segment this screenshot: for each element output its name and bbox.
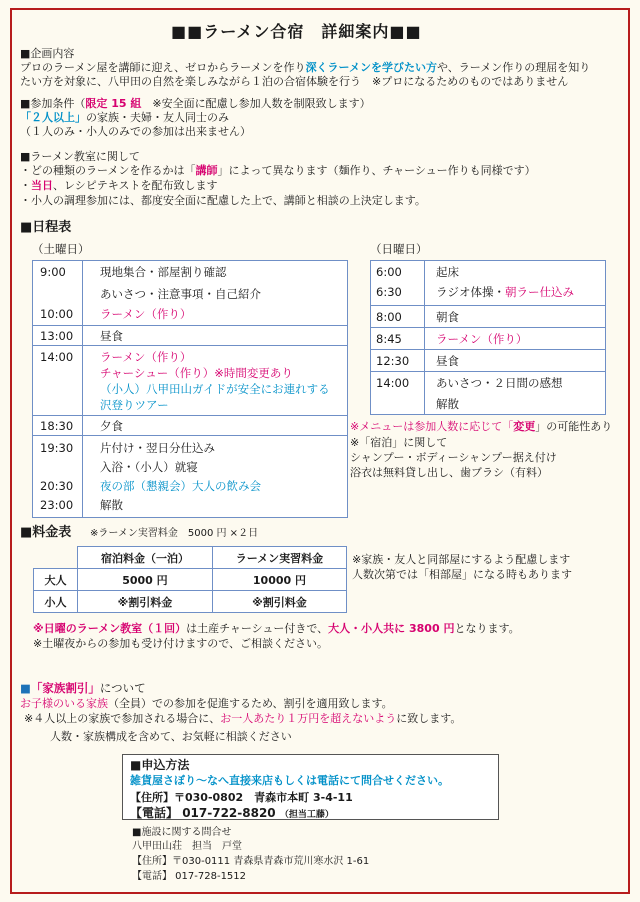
class-line-1: ・どの種類のラーメンを作るかは「講師」によって異なります（麺作り、チャーシュー作りも同様です） xyxy=(20,164,536,177)
sun-time: 14:00 xyxy=(376,376,410,390)
saturday-label: （土曜日） xyxy=(32,242,90,256)
sun-time: 8:45 xyxy=(376,332,402,346)
sat-item: 片付け・翌日分仕込み xyxy=(100,441,215,455)
facility-address: 【住所】〒030-0111 青森県青森市荒川寒水沢 1-61 xyxy=(132,856,370,867)
stay-note-yukata: 浴衣は無料貸し出し、歯ブラシ（有料） xyxy=(350,466,548,479)
family-heading: ■「家族割引」について xyxy=(20,681,146,695)
family-line-3: 人数・家族構成を含めて、お気軽に相談ください xyxy=(50,730,292,743)
class-line-2: ・当日、レシピテキストを配布致します xyxy=(20,179,218,192)
fees-note: ※ラーメン実習料金 5000 円 ×２日 xyxy=(90,528,259,539)
class-line-3: ・小人の調理参加には、都度安全面に配慮した上で、講師と相談の上決定します。 xyxy=(20,194,426,207)
page-title: ■■ラーメン合宿 詳細案内■■ xyxy=(171,22,422,41)
plan-line-2: たい方を対象に、八甲田の自然を楽しみながら１泊の合宿体験を行う ※プロになるためのものではありません xyxy=(20,75,569,88)
apply-phone: 【電話】 017-722-8820 （担当工藤） xyxy=(130,806,334,820)
fee-col-ramen: ラーメン実習料金 xyxy=(212,547,346,569)
sun-item: 朝食 xyxy=(436,310,459,324)
class-heading: ■ラーメン教室に関して xyxy=(20,150,140,163)
sat-time: 13:00 xyxy=(40,329,74,343)
sat-item: 昼食 xyxy=(100,329,123,343)
fee-cell: 10000 円 xyxy=(212,569,346,591)
fees-heading: ■料金表 xyxy=(20,525,72,540)
apply-heading: ■申込方法 xyxy=(130,758,190,772)
fee-cell: ※割引料金 xyxy=(78,591,213,613)
sat-time: 18:30 xyxy=(40,419,74,433)
sun-item: ラジオ体操・朝ラー仕込み xyxy=(436,285,574,299)
sat-item: あいさつ・注意事項・自己紹介 xyxy=(100,287,261,301)
sat-item: ラーメン（作り） xyxy=(100,350,192,364)
sat-item: （小人）八甲田山ガイドが安全にお連れする xyxy=(100,382,330,396)
plan-line-1: プロのラーメン屋を講師に迎え、ゼロからラーメンを作り深くラーメンを学びたい方や、ラーメン作りの理屈を知り xyxy=(20,61,591,74)
cond-heading: ■参加条件（限定 15 組 ※安全面に配慮し参加人数を制限致します） xyxy=(20,97,371,110)
facility-phone: 【電話】 017-728-1512 xyxy=(132,871,247,882)
facility-name: 八甲田山荘 担当 戸堂 xyxy=(132,841,242,852)
sat-time: 9:00 xyxy=(40,265,66,279)
room-note-1: ※家族・友人と同部屋にするよう配慮します xyxy=(352,553,571,566)
sun-item: 解散 xyxy=(436,397,459,411)
facility-heading: ■施設に関する問合せ xyxy=(132,827,232,838)
sun-item: 起床 xyxy=(436,265,459,279)
family-line-2: ※４人以上の家族で参加される場合に、お一人あたり１万円を超えないように致します。 xyxy=(24,712,462,725)
cond-line-2: （１人のみ・小人のみでの参加は出来ません） xyxy=(20,125,251,138)
apply-phone-number[interactable]: 017-722-8820 xyxy=(182,806,276,820)
sun-time: 12:30 xyxy=(376,354,410,368)
stay-note-shampoo: シャンプー・ボディーシャンプー据え付け xyxy=(350,451,557,464)
menu-change-note: ※メニューは参加人数に応じて「変更」の可能性あり xyxy=(350,420,613,433)
sat-item: 夕食 xyxy=(100,419,123,433)
family-line-1: お子様のいる家族（全員）での参加を促進するため、割引を適用致します。 xyxy=(20,697,393,710)
schedule-heading: ■日程表 xyxy=(20,220,72,235)
sunday-class-note: ※日曜のラーメン教室（１回）は土産チャーシュー付きで、大人・小人共に 3800 円となります。 xyxy=(33,622,520,635)
sun-time: 8:00 xyxy=(376,310,402,324)
saturday-night-note: ※土曜夜からの参加も受け付けますので、ご相談ください。 xyxy=(33,637,328,650)
sun-time: 6:00 xyxy=(376,265,402,279)
plan-heading: ■企画内容 xyxy=(20,47,75,60)
sun-item: あいさつ・２日間の感想 xyxy=(436,376,563,390)
sat-time: 20:30 xyxy=(40,479,74,493)
apply-address: 【住所】〒030-0802 青森市本町 3-4-11 xyxy=(130,791,353,804)
sat-item: 沢登りツアー xyxy=(100,398,169,412)
fee-cell: 5000 円 xyxy=(78,569,213,591)
fee-row-label: 大人 xyxy=(34,569,78,591)
sat-time: 10:00 xyxy=(40,307,74,321)
fee-table xyxy=(33,546,347,613)
sun-item: 昼食 xyxy=(436,354,459,368)
sunday-label: （日曜日） xyxy=(370,242,428,256)
sat-time: 19:30 xyxy=(40,441,74,455)
fee-col-stay: 宿泊料金（一泊） xyxy=(78,547,213,569)
sat-time: 14:00 xyxy=(40,350,74,364)
fee-cell: ※割引料金 xyxy=(212,591,346,613)
fee-row-label: 小人 xyxy=(34,591,78,613)
sat-time: 23:00 xyxy=(40,498,74,512)
sun-time: 6:30 xyxy=(376,285,402,299)
sat-item: 入浴・（小人）就寝 xyxy=(100,460,198,474)
sat-item: 解散 xyxy=(100,498,123,512)
fee-corner xyxy=(34,547,78,569)
sat-item: ラーメン（作り） xyxy=(100,307,192,321)
sat-item: 夜の部（懇親会）大人の飲み会 xyxy=(100,479,261,493)
stay-note-heading: ※「宿泊」に関して xyxy=(350,436,448,449)
room-note-2: 人数次第では「相部屋」になる時もあります xyxy=(352,568,572,581)
apply-instructions: 雑貨屋さぼり〜なへ直接来店もしくは電話にて問合せください。 xyxy=(130,774,449,787)
cond-line-1: 「２人以上」の家族・夫婦・友人同士のみ xyxy=(20,111,229,124)
sat-item: 現地集合・部屋割り確認 xyxy=(100,265,227,279)
sun-item: ラーメン（作り） xyxy=(436,332,528,346)
sat-item: チャーシュー（作り）※時間変更あり xyxy=(100,366,293,380)
